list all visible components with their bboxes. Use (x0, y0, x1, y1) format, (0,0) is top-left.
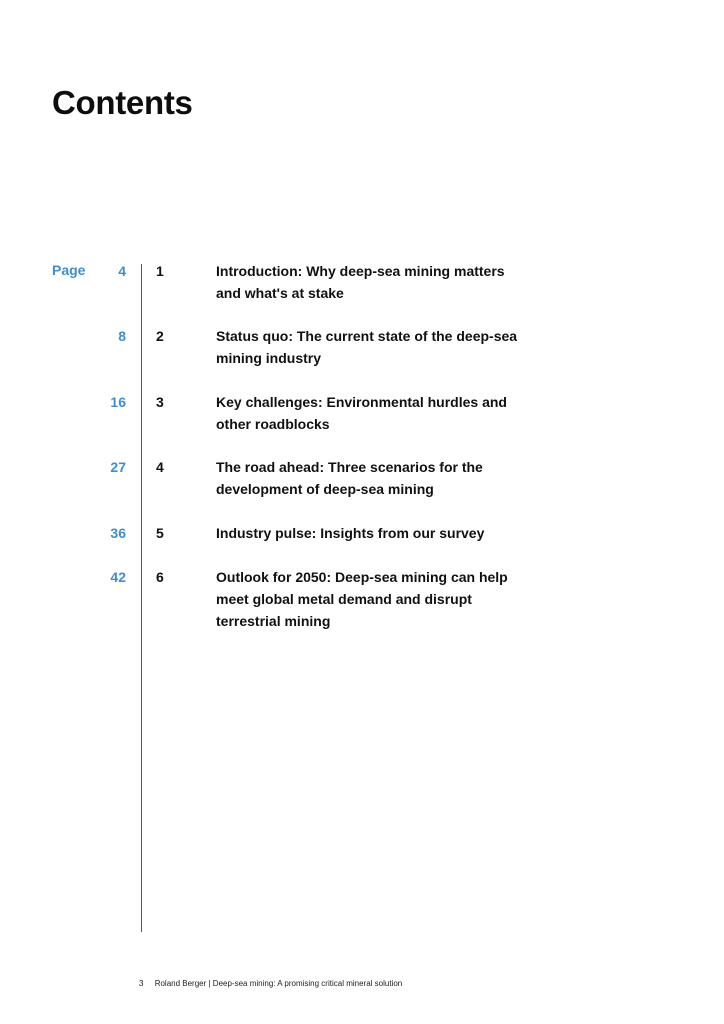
toc-chapter-title[interactable]: The road ahead: Three scenarios for the development of deep-sea mining (216, 459, 483, 497)
page-title: Contents (52, 84, 193, 121)
toc-page-number: 27 (110, 459, 126, 475)
page-column-label: Page (52, 262, 86, 278)
toc-page-number: 16 (110, 394, 126, 410)
toc-chapter-number: 2 (156, 328, 164, 344)
footer-text: Roland Berger | Deep-sea mining: A promising critical mineral solution (154, 979, 403, 988)
toc-chapter-title[interactable]: Key challenges: Environmental hurdles and other roadblocks (216, 394, 507, 432)
toc-chapter-title[interactable]: Industry pulse: Insights from our survey (216, 525, 485, 541)
footer-page-number: 3 (139, 979, 144, 988)
toc-chapter-title[interactable]: Introduction: Why deep-sea mining matters and what's at stake (216, 263, 505, 301)
toc-page-number: 8 (118, 328, 126, 344)
toc-page-number: 4 (118, 263, 126, 279)
toc-chapter-title[interactable]: Outlook for 2050: Deep-sea mining can help meet global metal demand and disrupt terrestrial mining (216, 569, 508, 629)
vertical-divider (141, 264, 142, 932)
toc-chapter-number: 4 (156, 459, 164, 475)
toc-chapter-number: 5 (156, 525, 164, 541)
toc-chapter-number: 6 (156, 569, 164, 585)
page-footer (139, 979, 402, 988)
toc-page-number: 36 (110, 525, 126, 541)
toc-page-number: 42 (110, 569, 126, 585)
toc-chapter-number: 3 (156, 394, 164, 410)
toc-chapter-number: 1 (156, 263, 164, 279)
toc-chapter-title[interactable]: Status quo: The current state of the deep-sea mining industry (216, 328, 518, 366)
